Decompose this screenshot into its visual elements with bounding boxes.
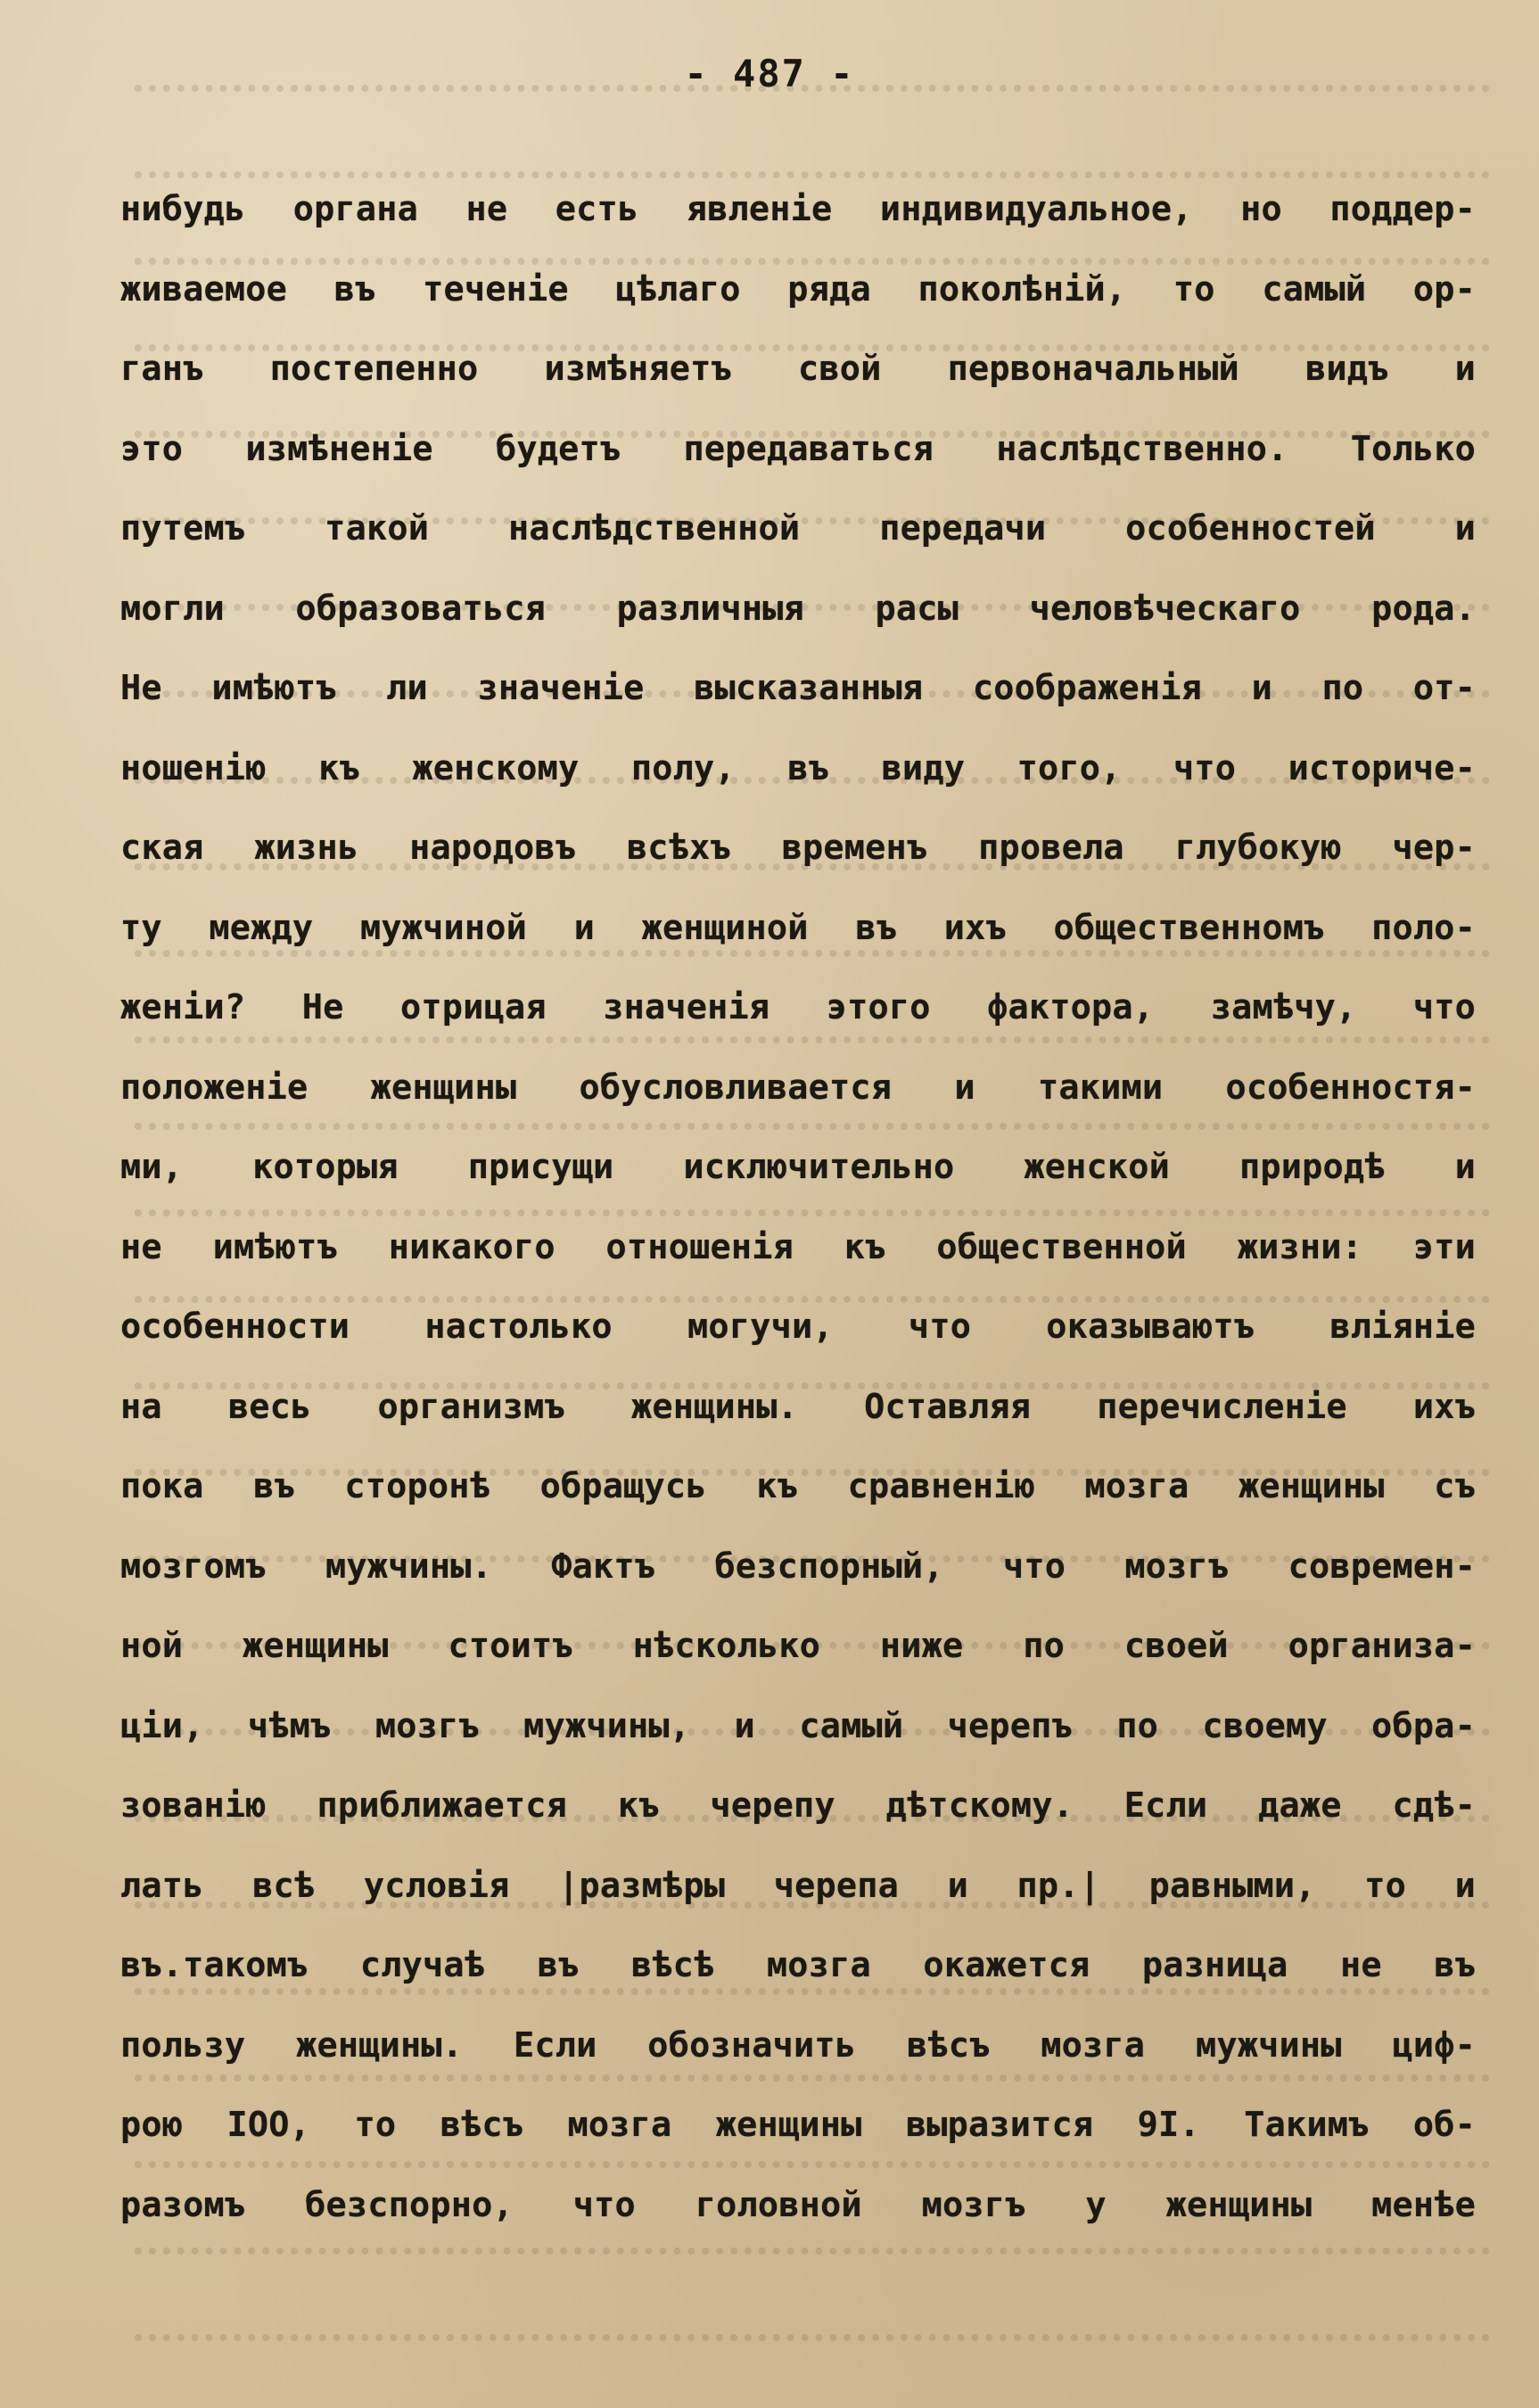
text-line-17: пока въ сторонѣ обращусь къ сравненію мозга женщины съ <box>120 1466 1476 1506</box>
text-line-3: ганъ постепенно измѣняетъ свой первоначальный видъ и <box>120 349 1476 389</box>
text-line-7: Не имѣютъ ли значеніе высказанныя соображенія и по от- <box>120 668 1476 708</box>
text-line-2: живаемое въ теченіе цѣлаго ряда поколѣній, то самый ор- <box>120 268 1476 309</box>
text-line-16: на весь организмъ женщины. Оставляя перечисленіе ихъ <box>120 1386 1476 1427</box>
page-number: - 487 - <box>684 52 855 95</box>
text-line-12: положеніе женщины обусловливается и такими особенностя- <box>120 1067 1476 1108</box>
text-line-6: могли образоваться различныя расы человѣческаго рода. <box>120 588 1476 629</box>
text-line-22: лать всѣ условія |размѣры черепа и пр.| равными, то и <box>120 1865 1476 1906</box>
text-line-23: въ.такомъ случаѣ въ вѣсѣ мозга окажется разница не въ <box>120 1945 1476 1985</box>
text-line-11: женіи? Не отрицая значенія этого фактора, замѣчу, что <box>120 987 1476 1027</box>
text-line-9: ская жизнь народовъ всѣхъ временъ провела глубокую чер- <box>120 828 1476 868</box>
text-line-15: особенности настолько могучи, что оказываютъ вліяніе <box>120 1307 1476 1347</box>
text-line-24: пользу женщины. Если обозначить вѣсъ мозга мужчины циф- <box>120 2025 1476 2066</box>
text-line-19: ной женщины стоитъ нѣсколько ниже по своей организа- <box>120 1626 1476 1666</box>
text-line-1: нибудь органа не есть явленіе индивидуальное, но поддер- <box>120 189 1476 229</box>
text-line-4: это измѣненіе будетъ передаваться наслѣдственно. Только <box>120 428 1476 469</box>
text-line-13: ми, которыя присущи исключительно женской природѣ и <box>120 1147 1476 1187</box>
text-line-20: ціи, чѣмъ мозгъ мужчины, и самый черепъ по своему обра- <box>120 1705 1476 1746</box>
text-line-26: разомъ безспорно, что головной мозгъ у женщины менѣе <box>120 2184 1476 2225</box>
text-line-10: ту между мужчиной и женщиной въ ихъ общественномъ поло- <box>120 907 1476 948</box>
body-text <box>120 169 1476 2245</box>
text-line-14: не имѣютъ никакого отношенія къ общественной жизни: эти <box>120 1226 1476 1267</box>
text-line-21: зованію приближается къ черепу дѣтскому. Если даже сдѣ- <box>120 1785 1476 1826</box>
text-line-25: рою IOO, то вѣсъ мозга женщины выразится 9I. Такимъ об- <box>120 2105 1476 2145</box>
text-line-18: мозгомъ мужчины. Фактъ безспорный, что мозгъ современ- <box>120 1546 1476 1587</box>
text-line-8: ношенію къ женскому полу, въ виду того, что историче- <box>120 747 1476 788</box>
text-line-5: путемъ такой наслѣдственной передачи особенностей и <box>120 508 1476 548</box>
